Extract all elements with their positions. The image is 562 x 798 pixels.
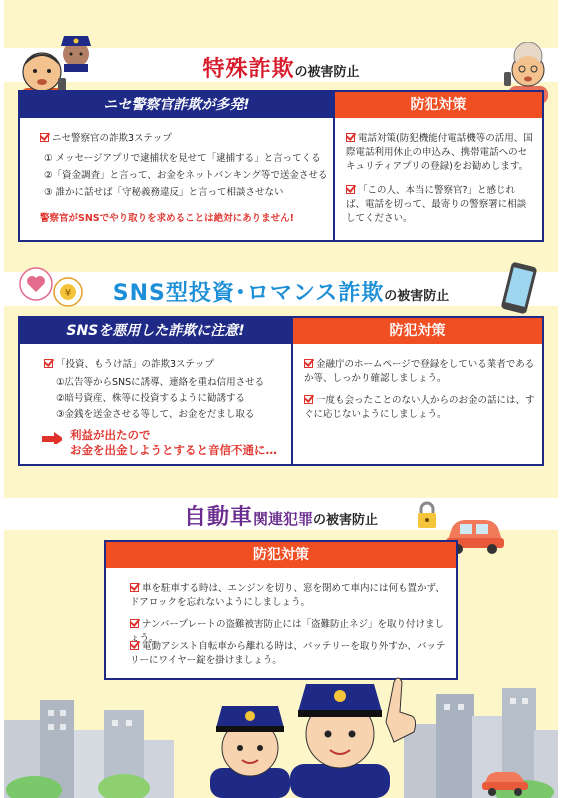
- step-3: ③金銭を送金させる等して、お金をだまし取る: [56, 409, 255, 420]
- panel-divider: [333, 92, 335, 240]
- step-1: ①広告等からSNSに誘導、連絡を重ね信用させる: [56, 377, 265, 388]
- check-icon: [304, 359, 313, 368]
- check-icon: [346, 133, 355, 142]
- measure-1: [346, 132, 534, 174]
- flyer-page: [4, 0, 558, 798]
- check-icon: [130, 641, 139, 650]
- police-mascots-icon: [190, 672, 430, 798]
- padlock-icon: [416, 500, 438, 530]
- section-title-sns: [4, 276, 558, 307]
- warning-text: 警察官がSNSでやり取りを求めることは絶対にありません!: [40, 213, 294, 224]
- check-icon: [304, 395, 313, 404]
- check-icon: [40, 133, 49, 142]
- measure-2-text: 一度も会ったことのない人からのお金の話には、すぐに応じないようにしましょう。: [304, 395, 535, 420]
- check-icon: [130, 619, 139, 628]
- step-1: ① メッセージアプリで逮捕状を見せて「逮捕する」と言ってくる: [44, 153, 321, 164]
- measure-2-text: 「この人、本当に警察官?」と感じれば、電話を切って、最寄りの警察署に相談してください。: [346, 185, 527, 224]
- right-header: 防犯対策: [335, 92, 542, 118]
- warning-line-1: 利益が出たので: [70, 428, 151, 442]
- measure-1: [130, 582, 448, 610]
- vehicle-crime-panel: [104, 540, 458, 680]
- warning-line-2: お金を出金しようとすると音信不通に…: [70, 443, 277, 457]
- step-2: ②「資金調査」と言って、お金をネットバンキング等で送金させる: [44, 170, 328, 181]
- left-header: SNSを悪用した詐欺に注意!: [20, 318, 291, 344]
- measure-2: [346, 184, 534, 226]
- title-suffix: の被害防止: [384, 289, 450, 304]
- panel-divider: [291, 318, 293, 464]
- police-officer-icon: [56, 30, 96, 72]
- measure-3: [130, 640, 448, 668]
- left-header: ニセ警察官詐欺が多発!: [20, 92, 333, 118]
- title-mid: 関連犯罪: [252, 510, 313, 528]
- smartphone-icon: [496, 260, 542, 316]
- yen-bubble-icon: [50, 276, 86, 308]
- sns-fraud-panel: [18, 316, 544, 466]
- title-suffix: の被害防止: [294, 65, 360, 80]
- right-header: 防犯対策: [293, 318, 542, 344]
- police-fraud-panel: [18, 90, 544, 242]
- step-3: ③ 誰かに話せば「守秘義務違反」と言って相談させない: [44, 187, 284, 198]
- check-icon: [130, 583, 139, 592]
- step-2: ②暗号資産、株等に投資するように勧誘する: [56, 393, 246, 404]
- title-main: 自動車: [183, 505, 253, 530]
- title-main: SNS型投資･ロマンス詐欺: [112, 281, 385, 306]
- check-icon: [44, 359, 53, 368]
- measure-3-text: 電動アシスト自転車から離れる時は、バッテリーを取り外すか、バッテリーにワイヤー錠を掛けましょう。: [130, 641, 446, 666]
- title-main: 特殊詐欺: [202, 57, 295, 82]
- measure-1-text: 車を駐車する時は、エンジンを切り、窓を閉めて車内には何も置かず、ドアロックを忘れないようにしましょう。: [130, 583, 445, 608]
- measure-1-text: 電話対策(防犯機能付電話機等の活用、国際電話利用休止の申込み、携帯電話へのセキュリティアプリの登録)をお勧めします。: [346, 133, 533, 172]
- title-suffix: の被害防止: [313, 513, 379, 528]
- arrow-right-icon: [42, 432, 62, 444]
- check-icon: [346, 185, 355, 194]
- steps-title: [44, 358, 289, 372]
- steps-title-text: 「投資、もうけ話」の詐欺3ステップ: [56, 359, 214, 370]
- measure-1-text: 金融庁のホームページで登録をしている業者であるか等、しっかり確認しましょう。: [304, 359, 535, 384]
- measure-2: [304, 394, 536, 422]
- steps-title: [40, 132, 330, 146]
- header: 防犯対策: [106, 542, 456, 568]
- steps-title-text: ニセ警察官の詐欺3ステップ: [52, 133, 172, 144]
- measure-1: [304, 358, 536, 386]
- svg-text:¥: ¥: [64, 288, 72, 299]
- measure-2-text: ナンバープレートの盗難被害防止には「盗難防止ネジ」を取り付けましょう。: [130, 619, 445, 644]
